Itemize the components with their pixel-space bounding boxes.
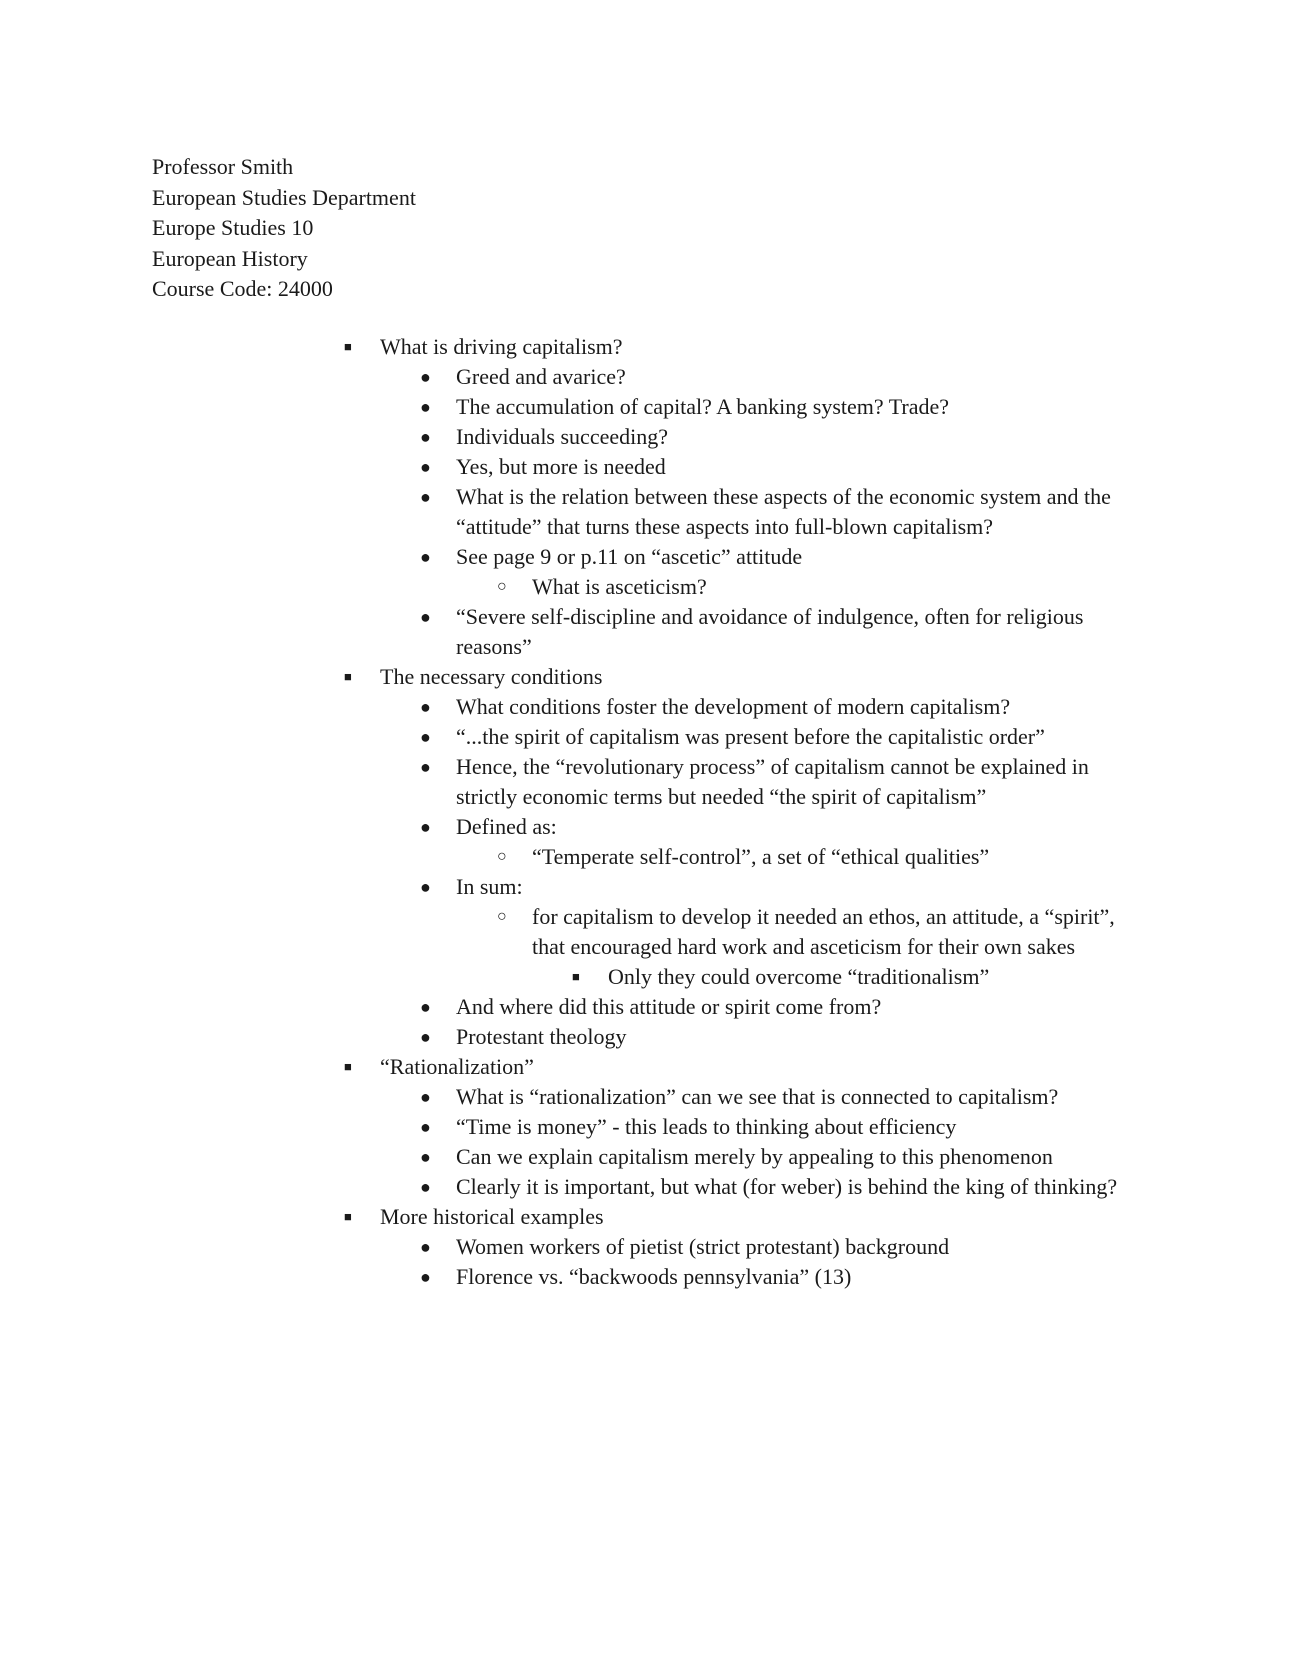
outline-item-text: Clearly it is important, but what (for weber) is behind the king of thinking? bbox=[456, 1174, 1118, 1199]
outline-item-level-2 bbox=[0, 1082, 1140, 1112]
square-bullet-icon: ■ bbox=[572, 969, 580, 984]
header-course-code: Course Code: 24000 bbox=[152, 276, 333, 301]
outline-item-text: Only they could overcome “traditionalism” bbox=[608, 964, 990, 989]
outline-item-level-3 bbox=[0, 572, 1140, 602]
outline-item-level-2 bbox=[0, 992, 1140, 1022]
outline-item-level-2 bbox=[0, 362, 1140, 392]
outline-item-level-3 bbox=[0, 902, 1140, 962]
outline-item-level-2 bbox=[0, 482, 1140, 542]
outline-item-level-2 bbox=[0, 1232, 1140, 1262]
disc-bullet-icon: ● bbox=[420, 1147, 431, 1167]
outline-item-level-1 bbox=[0, 1202, 1140, 1232]
outline-item-level-2 bbox=[0, 452, 1140, 482]
outline-item-text: And where did this attitude or spirit come from? bbox=[456, 994, 882, 1019]
header-department: European Studies Department bbox=[152, 184, 416, 210]
square-bullet-icon: ■ bbox=[344, 1059, 352, 1074]
outline-item-text: What is asceticism? bbox=[532, 574, 707, 599]
outline-item-text: More historical examples bbox=[380, 1204, 604, 1229]
disc-bullet-icon: ● bbox=[420, 487, 431, 507]
outline-item-text: What conditions foster the development of modern capitalism? bbox=[456, 694, 1011, 719]
outline-item-text: Can we explain capitalism merely by appealing to this phenomenon bbox=[456, 1144, 1053, 1169]
outline-item-text: for capitalism to develop it needed an ethos, an attitude, a “spirit”, that encouraged hard work and asceticism for their own sakes bbox=[532, 904, 1115, 959]
outline-item-level-2 bbox=[0, 1112, 1140, 1142]
circle-bullet-icon: ○ bbox=[497, 578, 507, 595]
disc-bullet-icon: ● bbox=[420, 997, 431, 1017]
lecture-outline bbox=[0, 332, 1298, 1292]
disc-bullet-icon: ● bbox=[420, 1087, 431, 1107]
disc-bullet-icon: ● bbox=[420, 1117, 431, 1137]
disc-bullet-icon: ● bbox=[420, 607, 431, 627]
outline-item-text: Florence vs. “backwoods pennsylvania” (13) bbox=[456, 1264, 852, 1289]
outline-item-level-2 bbox=[0, 812, 1140, 842]
outline-item-text: The necessary conditions bbox=[380, 664, 603, 689]
outline-item-level-2 bbox=[0, 752, 1140, 812]
outline-item-level-2 bbox=[0, 1262, 1140, 1292]
outline-item-level-1 bbox=[0, 1052, 1140, 1082]
outline-item-level-1 bbox=[0, 332, 1140, 362]
square-bullet-icon: ■ bbox=[344, 339, 352, 354]
header-professor: Professor Smith bbox=[152, 154, 294, 179]
outline-item-text: Protestant theology bbox=[456, 1024, 627, 1049]
square-bullet-icon: ■ bbox=[344, 669, 352, 684]
disc-bullet-icon: ● bbox=[420, 1177, 431, 1197]
outline-item-level-2 bbox=[0, 602, 1140, 662]
outline-item-level-3 bbox=[0, 842, 1140, 872]
disc-bullet-icon: ● bbox=[420, 757, 431, 777]
outline-item-level-2 bbox=[0, 1172, 1140, 1202]
outline-item-level-2 bbox=[0, 422, 1140, 452]
disc-bullet-icon: ● bbox=[420, 697, 431, 717]
outline-item-text: “Temperate self-control”, a set of “ethical qualities” bbox=[532, 844, 990, 869]
outline-item-level-2 bbox=[0, 392, 1140, 422]
outline-item-text: “Time is money” - this leads to thinking about efficiency bbox=[456, 1114, 957, 1139]
outline-item-level-1 bbox=[0, 662, 1140, 692]
outline-item-text: Hence, the “revolutionary process” of capitalism cannot be explained in strictly economic terms but needed “the spirit of capitalism” bbox=[456, 754, 1089, 809]
outline-item-text: What is “rationalization” can we see that is connected to capitalism? bbox=[456, 1084, 1059, 1109]
outline-item-text: What is the relation between these aspects of the economic system and the “attitude” that turns these aspects into full-blown capitalism? bbox=[456, 484, 1111, 539]
disc-bullet-icon: ● bbox=[420, 1267, 431, 1287]
outline-item-text: Women workers of pietist (strict protestant) background bbox=[456, 1234, 950, 1259]
outline-item-text: Individuals succeeding? bbox=[456, 424, 668, 449]
outline-item-text: What is driving capitalism? bbox=[380, 334, 623, 359]
disc-bullet-icon: ● bbox=[420, 397, 431, 417]
circle-bullet-icon: ○ bbox=[497, 848, 507, 865]
document-header bbox=[152, 152, 416, 305]
disc-bullet-icon: ● bbox=[420, 817, 431, 837]
outline-item-text: Yes, but more is needed bbox=[456, 454, 666, 479]
outline-item-text: In sum: bbox=[456, 874, 523, 899]
disc-bullet-icon: ● bbox=[420, 367, 431, 387]
outline-item-level-2 bbox=[0, 1142, 1140, 1172]
disc-bullet-icon: ● bbox=[420, 457, 431, 477]
disc-bullet-icon: ● bbox=[420, 547, 431, 567]
circle-bullet-icon: ○ bbox=[497, 908, 507, 925]
outline-item-text: “Severe self-discipline and avoidance of indulgence, often for religious reasons” bbox=[456, 604, 1084, 659]
outline-item-level-2 bbox=[0, 542, 1140, 572]
disc-bullet-icon: ● bbox=[420, 1237, 431, 1257]
disc-bullet-icon: ● bbox=[420, 727, 431, 747]
outline-item-text: “Rationalization” bbox=[380, 1054, 534, 1079]
outline-item-level-2 bbox=[0, 872, 1140, 902]
disc-bullet-icon: ● bbox=[420, 1027, 431, 1047]
square-bullet-icon: ■ bbox=[344, 1209, 352, 1224]
outline-item-level-2 bbox=[0, 1022, 1140, 1052]
header-course-number: Europe Studies 10 bbox=[152, 215, 314, 240]
outline-item-level-2 bbox=[0, 692, 1140, 722]
outline-item-text: “...the spirit of capitalism was present before the capitalistic order” bbox=[456, 724, 1045, 749]
outline-item-text: See page 9 or p.11 on “ascetic” attitude bbox=[456, 544, 803, 569]
header-course-title: European History bbox=[152, 245, 308, 271]
outline-item-level-4 bbox=[0, 962, 1140, 992]
disc-bullet-icon: ● bbox=[420, 427, 431, 447]
outline-item-text: The accumulation of capital? A banking system? Trade? bbox=[456, 394, 950, 419]
disc-bullet-icon: ● bbox=[420, 877, 431, 897]
outline-item-text: Defined as: bbox=[456, 814, 557, 839]
outline-item-level-2 bbox=[0, 722, 1140, 752]
outline-item-text: Greed and avarice? bbox=[456, 364, 626, 389]
